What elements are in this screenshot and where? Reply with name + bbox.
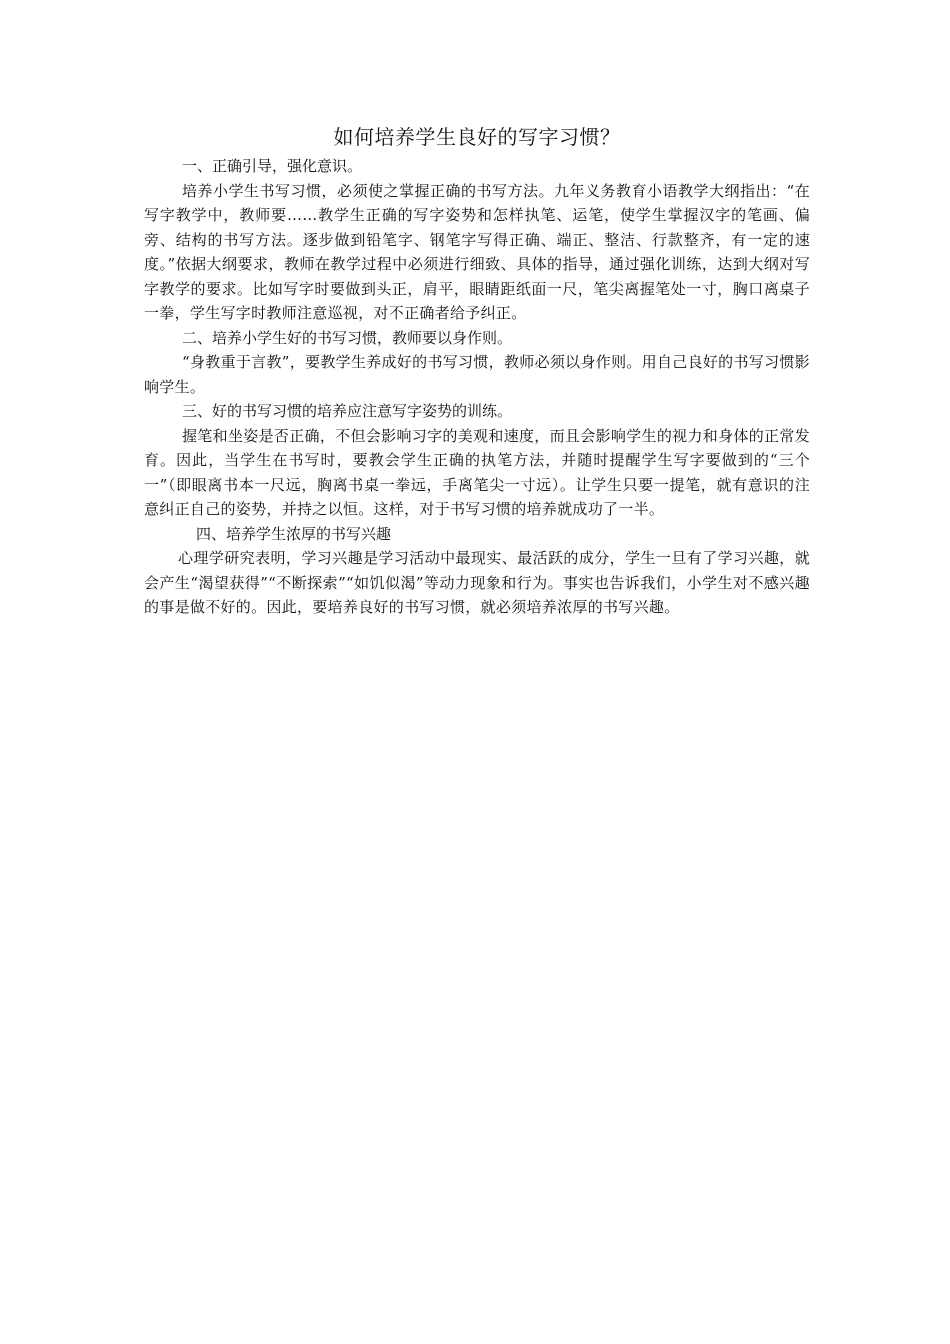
document-body [144,122,810,620]
section-heading-4: 四、培养学生浓厚的书写兴趣 [196,524,392,543]
section-heading-3: 三、好的书写习惯的培养应注意写字姿势的训练。 [182,402,513,420]
section-heading-2: 二、培养小学生好的书写习惯，教师要以身作则。 [182,328,513,347]
section-paragraph-2: “身教重于言教”，要教学生养成好的书写习惯，教师必须以身作则。用自己良好的书写习惯影响学生。 [144,353,810,396]
document-title: 如何培养学生良好的写字习惯？ [333,125,621,149]
section-paragraph-3: 握笔和坐姿是否正确，不但会影响习字的美观和速度，而且会影响学生的视力和身体的正常发育。因此，当学生在书写时，要教会学生正确的执笔方法，并随时提醒学生写字要做到的“三个一”（即眼离书本一尺远，胸离书桌一拳远，手离笔尖一寸远）。让学生只要一提笔，就有意识的注意纠正自己的姿势，并持之以恒。这样，对于书写习惯的培养就成功了一半。 [144,426,810,518]
section-heading-1: 一、正确引导，强化意识。 [182,157,363,175]
section-paragraph-4: 心理学研究表明，学习兴趣是学习活动中最现实、最活跃的成分，学生一旦有了学习兴趣，就会产生“渴望获得”“不断探索”“如饥似渴”等动力现象和行为。事实也告诉我们，小学生对不感兴趣的事是做不好的。因此，要培养良好的书写习惯，就必须培养浓厚的书写兴趣。 [144,549,810,616]
section-paragraph-1: 培养小学生书写习惯，必须使之掌握正确的书写方法。九年义务教育小语教学大纲指出：“在写字教学中，教师要……教学生正确的写字姿势和怎样执笔、运笔，使学生掌握汉字的笔画、偏旁、结构的书写方法。逐步做到铅笔字、钢笔字写得正确、端正、整洁、行款整齐，有一定的速度。”依据大纲要求，教师在教学过程中必须进行细致、具体的指导，通过强化训练，达到大纲对写字教学的要求。比如写字时要做到头正，肩平，眼睛距纸面一尺，笔尖离握笔处一寸，胸口离桌子一拳，学生写字时教师注意巡视，对不正确者给予纠正。 [144,181,810,322]
